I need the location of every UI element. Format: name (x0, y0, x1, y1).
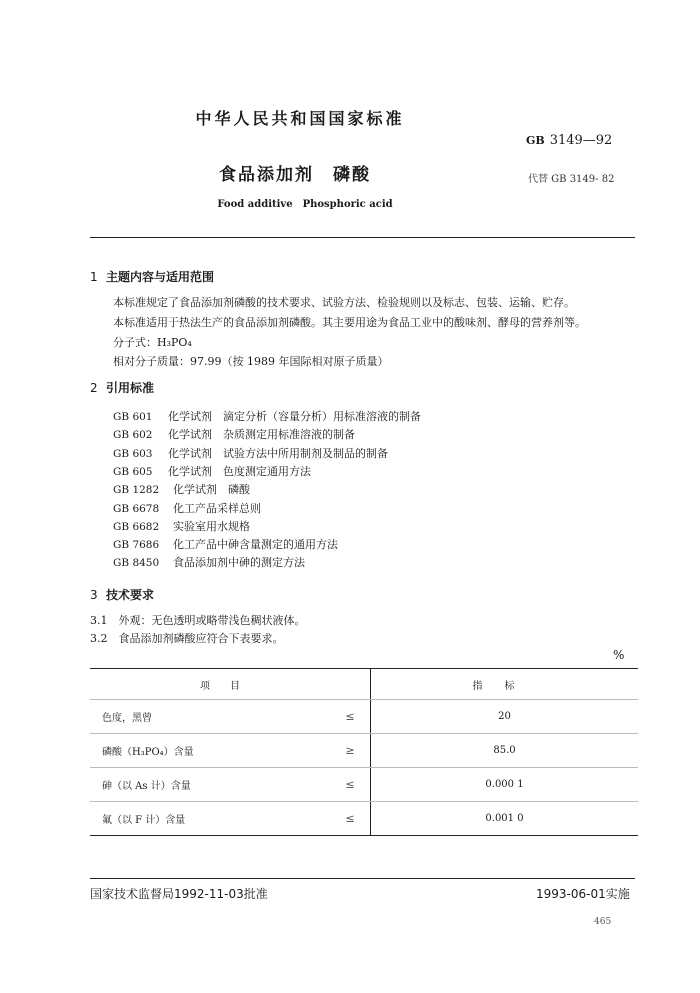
formula-label: 分子式： (113, 336, 157, 349)
standard-label: GB (526, 134, 545, 147)
section-3-heading-text: 技术要求 (106, 588, 155, 602)
formula-value: H₃PO₄ (157, 336, 192, 349)
section-1-para-1: 本标准规定了食品添加剂磷酸的技术要求、试验方法、检验规则以及标志、包装、运输、贮存。 (113, 296, 575, 309)
table-row (90, 767, 638, 801)
reference-title: 化工产品采样总则 (173, 501, 261, 515)
reference-item (113, 551, 305, 570)
reference-item (113, 533, 338, 552)
reference-item (113, 515, 250, 534)
table-header-row (90, 669, 638, 699)
requirements-table (90, 668, 638, 836)
molecular-mass: 相对分子质量：97.99（按 1989 年国际相对原子质量） (113, 355, 389, 368)
reference-item (113, 405, 421, 424)
row-operator: ≥ (345, 744, 355, 757)
reference-code: GB 603 (113, 447, 153, 460)
reference-code: GB 6682 (113, 520, 160, 533)
reference-title: 化学试剂 滴定分析（容量分析）用标准溶液的制备 (168, 410, 421, 423)
table-row (90, 733, 638, 767)
section-2-heading (90, 379, 154, 396)
national-standard-title: 中华人民共和国国家标准 (195, 109, 405, 128)
reference-title: 化学试剂 磷酸 (173, 483, 250, 497)
section-3-heading (90, 586, 154, 603)
reference-title: 化工产品中砷含量测定的通用方法 (173, 538, 338, 552)
row-operator: ≤ (345, 710, 355, 723)
reference-code: GB 8450 (113, 557, 160, 570)
reference-code: GB 602 (113, 429, 153, 442)
reference-code: GB 1282 (113, 484, 160, 497)
reference-code: GB 605 (113, 465, 153, 478)
table-body (90, 699, 638, 835)
document-title-cn: 食品添加剂 磷酸 (219, 165, 371, 185)
reference-title: 食品添加剂中砷的测定方法 (173, 556, 305, 570)
clause-3-1: 3.1 外观：无色透明或略带浅色稠状液体。 (90, 614, 306, 627)
reference-title: 实验室用水规格 (173, 519, 250, 533)
header-value: 指标 (370, 669, 638, 699)
row-item: 色度，黑曾 (102, 713, 152, 724)
row-item: 氟（以 F 计）含量 (102, 815, 186, 826)
reference-title: 化学试剂 杂质测定用标准溶液的制备 (168, 428, 355, 442)
molecular-formula (113, 334, 192, 350)
clause-3-2: 3.2 食品添加剂磷酸应符合下表要求。 (90, 632, 284, 645)
section-1-heading (90, 268, 214, 285)
standard-number (526, 133, 612, 148)
footer-divider (90, 878, 635, 879)
section-3-number: 3 (90, 588, 98, 602)
row-value: 0.000 1 (370, 768, 638, 801)
section-1-heading-text: 主题内容与适用范围 (106, 270, 215, 284)
row-value: 0.001 0 (370, 802, 638, 835)
reference-item (113, 423, 355, 442)
table-row (90, 801, 638, 835)
document-title-en: Food additive Phosphoric acid (217, 199, 393, 210)
row-value: 85.0 (370, 734, 638, 767)
reference-item (113, 497, 261, 516)
reference-title: 化学试剂 色度测定通用方法 (168, 464, 311, 478)
header-divider (90, 237, 635, 238)
header-item: 项目 (200, 680, 260, 692)
reference-title: 化学试剂 试验方法中所用制剂及制品的制备 (168, 446, 388, 460)
row-item: 砷（以 As 计）含量 (102, 781, 191, 792)
replaces-note: 代替 GB 3149- 82 (528, 174, 615, 185)
reference-item (113, 460, 311, 479)
row-item: 磷酸（H₃PO₄）含量 (102, 747, 194, 758)
table-row (90, 699, 638, 733)
effective-date: 1993-06-01实施 (536, 887, 630, 901)
reference-item (113, 478, 250, 497)
section-1-number: 1 (90, 270, 98, 284)
row-operator: ≤ (345, 812, 355, 825)
row-operator: ≤ (345, 778, 355, 791)
standard-code: 3149—92 (549, 133, 613, 148)
reference-code: GB 601 (113, 411, 153, 423)
reference-code: GB 7686 (113, 539, 160, 552)
section-1-para-2: 本标准适用于热法生产的食品添加剂磷酸。其主要用途为食品工业中的酸味剂、酵母的营养剂等。 (113, 316, 586, 329)
unit-label: % (613, 648, 625, 662)
section-2-heading-text: 引用标准 (106, 381, 155, 395)
approval-date: 国家技术监督局1992-11-03批准 (90, 887, 268, 901)
page-number: 465 (594, 917, 612, 927)
reference-code: GB 6678 (113, 502, 160, 515)
reference-item (113, 442, 388, 461)
section-2-number: 2 (90, 381, 98, 395)
row-value: 20 (370, 700, 638, 733)
